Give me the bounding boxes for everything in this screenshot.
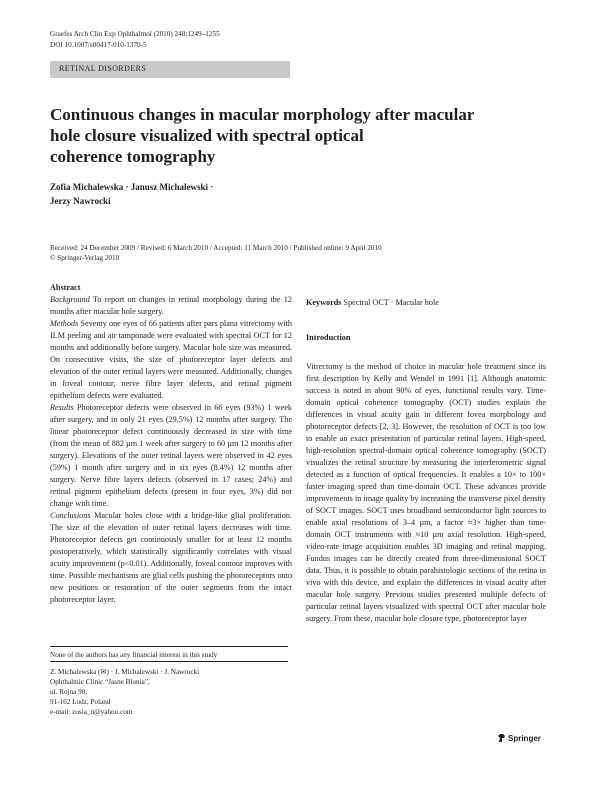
- abstract-methods: [50, 318, 292, 402]
- methods-label: Methods: [50, 319, 79, 328]
- correspondence-address: [50, 667, 199, 717]
- abstract-background: [50, 294, 292, 318]
- address-line: 91-162 Lodz, Poland: [50, 698, 111, 706]
- footnote-divider: [50, 661, 288, 662]
- results-label: Results: [50, 403, 74, 412]
- keywords: [306, 297, 546, 309]
- footnote-divider: [50, 646, 288, 647]
- journal-citation: Graefes Arch Clin Exp Ophthalmol (2010) 248:1249–1255: [50, 30, 220, 38]
- section-label: RETINAL DISORDERS: [59, 64, 147, 73]
- abstract-conclusions: [50, 510, 292, 606]
- methods-text: Seventy one eyes of 66 patients after pars plana vitrectomy with ILM peeling and air tamponade were evaluated with spectral OCT for 12 months and additionally before surgery. Macular hole size was measured. On consecutive visits, the size of photoreceptor layer defects and elevation of the outer retinal layers were measured. Additionally, changes in foveal contour, nerve fibre layer defects, and retinal pigment epithelium defects were evaluated.: [50, 319, 292, 400]
- address-line: Z. Michalewska (✉) · J. Michalewski · J. Nawrocki: [50, 668, 200, 676]
- address-line: ul. Rojna 90,: [50, 688, 88, 696]
- background-text: To report on changes in retinal morphology during the 12 months after macular hole surgery.: [50, 295, 292, 316]
- introduction-text: Vitrectomy is the method of choice in macular hole treatment since its first description by Kelly and Wendel in 1991 [1]. Although anatomic success is noted in about 90% of eyes, functional results vary. Time-domain optical coherence tomography (OCT) studies explain the differences in visual acuity gain in different fovea morphology and photoreceptor defects [2, 3]. However, the resolution of OCT is too low to enable an exact presentation of particular retinal layers. High-speed, high-resolution spectral-domain optical coherence tomography (SOCT) visualizes the retinal structure by measuring the interferometric signal detected as a function of optical frequencies. It enables a 10× to 100× faster imaging speed than time-domain OCT. These advances provide improvements in image quality by increasing the transverse pixel density of SOCT images. SOCT uses broadband semiconductor light sources to enable axial resolutions of 3–4 µm, a factor ≈3× higher than time-domain OCT instruments with ≈10 µm axial resolution. High-speed, video-rate image acquisition enables 3D imaging and retinal mapping. Fundus images can be directly created from three-dimensional SOCT data. Thus, it is possible to obtain parahistologic sections of the retina in vivo with this device, and explain the differences in visual acuity after macular hole surgery. Previous studies presented multiple defects of particular retinal layers visualized with spectral OCT after macular hole surgery. From these, macular hole closure type, photoreceptor layer: [306, 362, 546, 623]
- background-label: Background: [50, 295, 90, 304]
- financial-disclosure: None of the authors has any financial interest in this study: [50, 651, 218, 659]
- title-line: hole closure visualized with spectral optical: [50, 126, 364, 145]
- keywords-text: Spectral OCT · Macular hole: [343, 298, 439, 307]
- title-line: Continuous changes in macular morphology after macular: [50, 105, 475, 124]
- copyright-line: © Springer-Verlag 2010: [50, 254, 120, 262]
- email-link[interactable]: e-mail: zosia_n@yahoo.com: [50, 708, 133, 716]
- abstract-results: [50, 402, 292, 510]
- publisher-logo: [497, 733, 541, 745]
- conclusions-label: Conclusions: [50, 511, 91, 520]
- article-title: [50, 104, 510, 167]
- results-text: Photoreceptor defects were observed in 66 eyes (93%) 1 week after surgery, and in only 21 eyes (29.5%) 12 months after surgery. The linear photoreceptor defect continuously decreased in size with time (from the mean of 882 µm 1 week after surgery to 60 µm 12 months after surgery). Elevations of the outer retinal layers were observed in 42 eyes (59%) 1 month after surgery and in six eyes (8.4%) 12 months after surgery. Nerve fibre layers defects (observed in 17 cases; 24%) and retinal pigment epithelium defects (present in four eyes, 3%) did not change with time.: [50, 403, 293, 508]
- keywords-label: Keywords: [306, 298, 342, 307]
- section-banner: [50, 61, 290, 78]
- received-dates: Received: 24 December 2009 / Revised: 6 March 2010 / Accepted: 11 March 2010 / Published online: 9 April 2010: [50, 244, 382, 252]
- springer-horse-icon: [497, 733, 506, 745]
- author-line: Zofia Michalewska · Janusz Michalewski ·: [50, 182, 214, 192]
- address-line: Ophthalmic Clinic “Jasne Błonia”,: [50, 678, 150, 686]
- abstract-heading: Abstract: [50, 283, 81, 292]
- right-column: [306, 282, 546, 625]
- left-column: [50, 282, 292, 606]
- title-line: coherence tomography: [50, 147, 216, 166]
- conclusions-text: Macular holes close with a bridge-like glial proliferation. The size of the elevation of outer retinal layers decreases with time. Photoreceptor defects get continuously smaller for at least 12 months postoperatively, which statistically significantly correlates with visual acuity improvement (p<0.01). Additionally, foveal contour improves with time. Possible mechanisms are glial cells pushing the photoreceptors onto new positions or restoration of the outer segments from the intact photoreceptor layer.: [50, 511, 292, 604]
- introduction-heading: Introduction: [306, 333, 351, 342]
- publisher-name: Springer: [508, 734, 541, 744]
- author-list: [50, 180, 213, 208]
- doi-line: DOI 10.1007/s00417-010-1370-5: [50, 41, 147, 49]
- author-line: Jerzy Nawrocki: [50, 196, 111, 206]
